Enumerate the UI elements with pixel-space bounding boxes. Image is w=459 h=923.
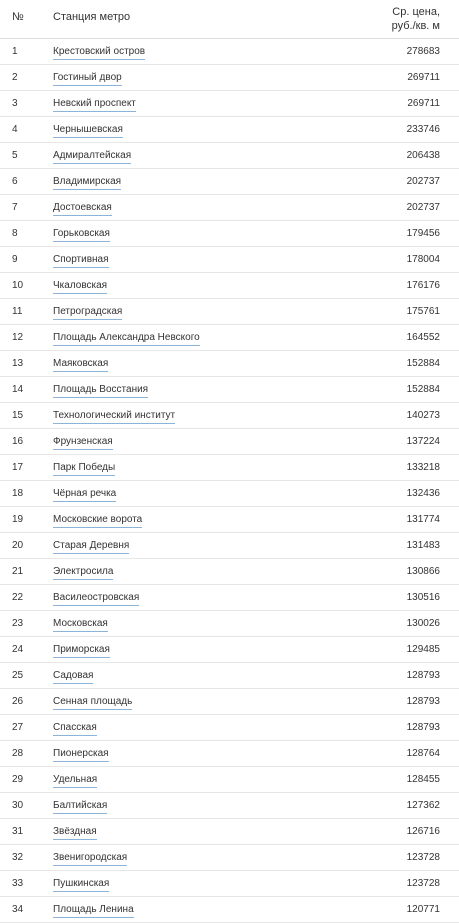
price-value: 128793 <box>406 670 440 681</box>
price-value: 206438 <box>406 150 440 161</box>
row-number: 16 <box>12 436 24 447</box>
table-row <box>0 143 459 169</box>
column-header-station: Станция метро <box>53 11 131 23</box>
price-value: 129485 <box>406 644 440 655</box>
station-link[interactable]: Достоевская <box>53 202 112 216</box>
table-row <box>0 819 459 845</box>
price-value: 202737 <box>406 176 440 187</box>
table-row <box>0 455 459 481</box>
table-row <box>0 585 459 611</box>
station-link[interactable]: Площадь Восстания <box>53 384 148 398</box>
table-row <box>0 377 459 403</box>
price-value: 130026 <box>406 618 440 629</box>
table-row <box>0 195 459 221</box>
station-link[interactable]: Фрунзенская <box>53 436 113 450</box>
row-number: 13 <box>12 358 24 369</box>
station-link[interactable]: Приморская <box>53 644 110 658</box>
station-link[interactable]: Старая Деревня <box>53 540 129 554</box>
table-row <box>0 351 459 377</box>
table-row <box>0 845 459 871</box>
table-header <box>0 0 459 39</box>
price-value: 178004 <box>406 254 440 265</box>
price-value: 140273 <box>406 410 440 421</box>
table-row <box>0 481 459 507</box>
table-body <box>0 39 459 923</box>
price-value: 128793 <box>406 722 440 733</box>
table-row <box>0 403 459 429</box>
price-value: 152884 <box>406 384 440 395</box>
row-number: 27 <box>12 722 24 733</box>
station-link[interactable]: Владимирская <box>53 176 121 190</box>
table-row <box>0 897 459 923</box>
row-number: 8 <box>12 228 18 239</box>
row-number: 31 <box>12 826 24 837</box>
column-header-price-line2: руб./кв. м <box>391 20 440 32</box>
price-value: 123728 <box>406 852 440 863</box>
price-value: 233746 <box>406 124 440 135</box>
price-value: 128793 <box>406 696 440 707</box>
row-number: 25 <box>12 670 24 681</box>
price-value: 130866 <box>406 566 440 577</box>
table-row <box>0 533 459 559</box>
station-link[interactable]: Площадь Александра Невского <box>53 332 200 346</box>
row-number: 28 <box>12 748 24 759</box>
price-value: 133218 <box>406 462 440 473</box>
row-number: 6 <box>12 176 18 187</box>
station-link[interactable]: Чернышевская <box>53 124 123 138</box>
price-value: 202737 <box>406 202 440 213</box>
table-row <box>0 39 459 65</box>
station-link[interactable]: Спасская <box>53 722 97 736</box>
row-number: 11 <box>12 306 23 317</box>
station-link[interactable]: Московская <box>53 618 108 632</box>
station-link[interactable]: Звёздная <box>53 826 97 840</box>
row-number: 17 <box>12 462 24 473</box>
table-row <box>0 689 459 715</box>
station-link[interactable]: Горьковская <box>53 228 110 242</box>
table-row <box>0 767 459 793</box>
row-number: 34 <box>12 904 24 915</box>
station-link[interactable]: Пионерская <box>53 748 109 762</box>
row-number: 23 <box>12 618 24 629</box>
row-number: 24 <box>12 644 24 655</box>
table-row <box>0 559 459 585</box>
station-link[interactable]: Василеостровская <box>53 592 139 606</box>
station-link[interactable]: Сенная площадь <box>53 696 132 710</box>
station-link[interactable]: Чкаловская <box>53 280 107 294</box>
row-number: 26 <box>12 696 24 707</box>
row-number: 22 <box>12 592 24 603</box>
price-value: 164552 <box>406 332 440 343</box>
table-row <box>0 663 459 689</box>
table-row <box>0 117 459 143</box>
column-header-price-line1: Ср. цена, <box>392 6 440 18</box>
price-value: 137224 <box>406 436 440 447</box>
station-link[interactable]: Садовая <box>53 670 93 684</box>
table-row <box>0 793 459 819</box>
row-number: 1 <box>12 46 18 57</box>
row-number: 29 <box>12 774 24 785</box>
price-value: 269711 <box>407 98 440 109</box>
table-row <box>0 91 459 117</box>
table-row <box>0 325 459 351</box>
table-row <box>0 299 459 325</box>
station-link[interactable]: Парк Победы <box>53 462 115 476</box>
row-number: 30 <box>12 800 24 811</box>
price-value: 269711 <box>407 72 440 83</box>
row-number: 32 <box>12 852 24 863</box>
row-number: 10 <box>12 280 24 291</box>
price-value: 131483 <box>406 540 440 551</box>
table-row <box>0 741 459 767</box>
row-number: 20 <box>12 540 24 551</box>
table-row <box>0 637 459 663</box>
column-header-number: № <box>12 11 24 23</box>
price-value: 179456 <box>406 228 440 239</box>
table-row <box>0 221 459 247</box>
price-value: 131774 <box>406 514 440 525</box>
station-link[interactable]: Маяковская <box>53 358 108 372</box>
price-value: 132436 <box>406 488 440 499</box>
table-row <box>0 611 459 637</box>
price-value: 278683 <box>406 46 440 57</box>
row-number: 12 <box>12 332 24 343</box>
row-number: 5 <box>12 150 18 161</box>
row-number: 19 <box>12 514 24 525</box>
row-number: 3 <box>12 98 18 109</box>
row-number: 18 <box>12 488 24 499</box>
table-row <box>0 65 459 91</box>
row-number: 9 <box>12 254 18 265</box>
station-link[interactable]: Гостиный двор <box>53 72 122 86</box>
row-number: 7 <box>12 202 18 213</box>
station-link[interactable]: Электросила <box>53 566 113 580</box>
station-link[interactable]: Крестовский остров <box>53 46 145 60</box>
row-number: 15 <box>12 410 24 421</box>
table-row <box>0 247 459 273</box>
station-link[interactable]: Спортивная <box>53 254 109 268</box>
station-link[interactable]: Звенигородская <box>53 852 127 866</box>
table-row <box>0 871 459 897</box>
price-value: 128455 <box>406 774 440 785</box>
price-value: 127362 <box>406 800 440 811</box>
price-value: 128764 <box>406 748 440 759</box>
price-value: 123728 <box>406 878 440 889</box>
row-number: 33 <box>12 878 24 889</box>
table-row <box>0 507 459 533</box>
station-link[interactable]: Балтийская <box>53 800 107 814</box>
station-link[interactable]: Пушкинская <box>53 878 109 892</box>
station-link[interactable]: Невский проспект <box>53 98 136 112</box>
station-link[interactable]: Технологический институт <box>53 410 175 424</box>
column-header-price <box>392 5 440 33</box>
station-link[interactable]: Адмиралтейская <box>53 150 131 164</box>
row-number: 2 <box>12 72 18 83</box>
station-link[interactable]: Удельная <box>53 774 97 788</box>
table-row <box>0 715 459 741</box>
station-link[interactable]: Чёрная речка <box>53 488 116 502</box>
price-value: 176176 <box>406 280 440 291</box>
table-row <box>0 273 459 299</box>
price-value: 152884 <box>406 358 440 369</box>
price-value: 130516 <box>406 592 440 603</box>
price-value: 175761 <box>406 306 440 317</box>
station-link[interactable]: Московские ворота <box>53 514 142 528</box>
price-value: 120771 <box>406 904 440 915</box>
price-value: 126716 <box>406 826 440 837</box>
table-row <box>0 169 459 195</box>
row-number: 21 <box>12 566 24 577</box>
table-row <box>0 429 459 455</box>
row-number: 14 <box>12 384 24 395</box>
row-number: 4 <box>12 124 18 135</box>
station-link[interactable]: Петроградская <box>53 306 122 320</box>
station-link[interactable]: Площадь Ленина <box>53 904 134 918</box>
